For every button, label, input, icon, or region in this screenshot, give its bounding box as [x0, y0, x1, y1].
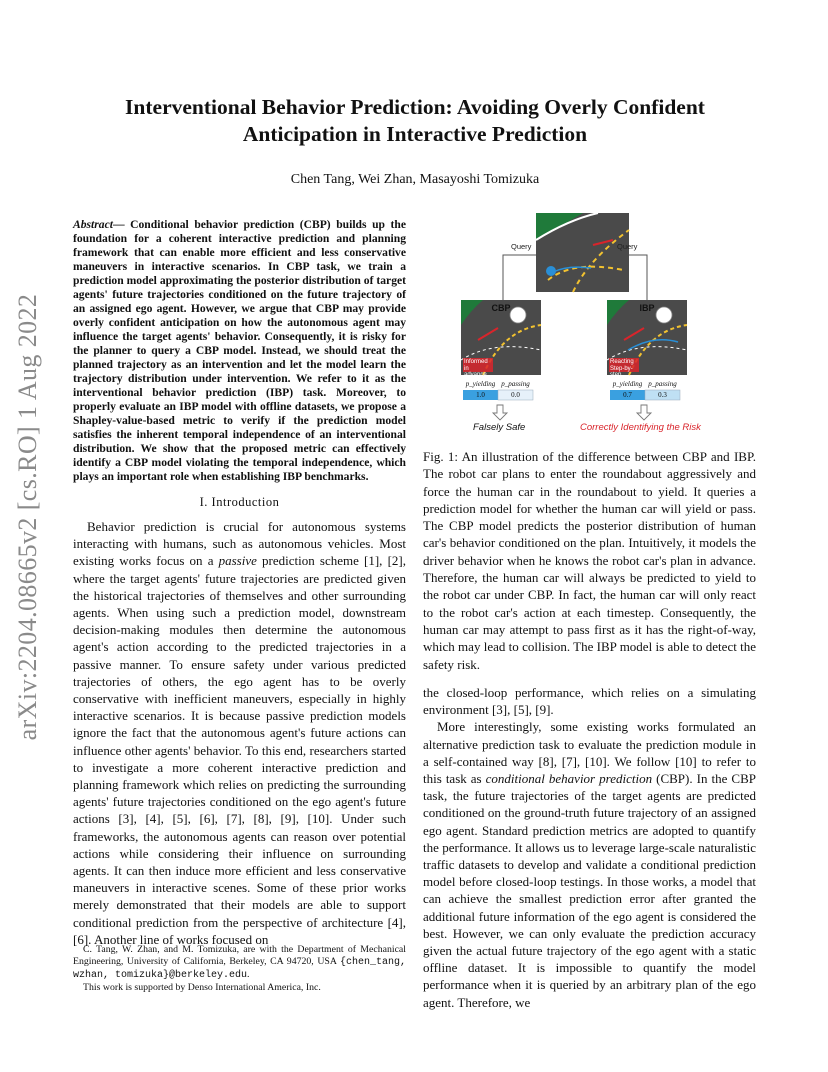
right-p2-part-a: More interestingly, some existing works formulated an alternative prediction task to evaluate the prediction module in a self-contained way [8], [7], [10]. We follow [10] to refer to this task as: [423, 719, 756, 787]
footnote-support: This work is supported by Denso International America, Inc.: [83, 982, 321, 993]
abstract: [73, 218, 406, 484]
right-column-body: [423, 684, 756, 1011]
cbp-pass-value: 0.0: [511, 391, 520, 399]
intro-p1-emphasis: passive: [218, 553, 257, 569]
left-column: [73, 218, 406, 948]
figure-1-caption: Fig. 1: An illustration of the difference between CBP and IBP. The robot car plans to enter the roundabout aggressively and force the human car in the roundabout to yield. It queries a prediction model for whether the human car will yield or pass. The CBP model predicts the posterior distribution of human car's behavior conditioned on the plan. Intuitively, it models the driver behavior when he knows the robot car's plan in advance. Therefore, the human car will always be predicted to yield to the robot car under CBP. In fact, the human car will only react to the robot car's action at each timestep. Consequently, the human car may attempt to pass first as it has the right-of-way, which may lead to collision. The IBP model is able to detect the safety risk.: [423, 449, 756, 672]
figure-1: [423, 210, 756, 440]
right-p2-emphasis: conditional behavior prediction: [485, 771, 653, 787]
section-heading-introduction: I. Introduction: [199, 495, 280, 509]
abstract-text: Conditional behavior prediction (CBP) builds up the foundation for a coherent interactive prediction and planning framework that can enable more efficient and less conservative maneuvers in interactive scenarios. In CBP task, we train a prediction model approximating the posterior distribution of target agents' future trajectories conditioned on the future trajectory of an assigned ego agent. However, we argue that CBP may provide overly confident anticipation on how the autonomous agent may influence the target agents' behavior. Consequently, it is risky for the planner to query a CBP model. Instead, we should treat the planned trajectory as an intervention and let the model learn the trajectory distribution under intervention. We refer to it as the interventional behavior prediction (IBP) task. Moreover, to properly evaluate an IBP model with offline datasets, we propose a Shapley-value-based metric to verify if the prediction model satisfies the inherent temporal independence of an interventional distribution. We show that the proposed metric can effectively identify a CBP model violating the temporal independence, which plays an important role when establishing IBP benchmarks.: [73, 218, 406, 483]
footnote-affil-end: .: [247, 969, 250, 980]
ibp-overlay-text: Reacting Step-by-step: [610, 359, 634, 378]
cbp-label: CBP: [491, 303, 511, 313]
arxiv-sidebar: [8, 282, 48, 752]
abstract-lead: Abstract: [73, 218, 113, 231]
cbp-yield-value: 1.0: [476, 391, 485, 399]
cbp-overlay-text: Informed in advance: [464, 359, 488, 378]
right-paragraph-2: [423, 718, 756, 1010]
cbp-p-yielding-header: p_yielding: [465, 380, 496, 388]
figure-caption-block: [423, 448, 756, 673]
paper-authors: Chen Tang, Wei Zhan, Masayoshi Tomizuka: [290, 172, 540, 187]
footnote-block: [73, 944, 406, 994]
intro-p1-part-b: prediction scheme [1], [2], where the target agents' future trajectories are predicted given the historical trajectories of themselves and other surrounding agents. When using such a prediction model, downstream decision-making modules then determine the autonomous agent's action according to the predicted trajectories in a passive manner. To ensure safety under various predicted trajectories of others, the ego agent has to be overly conservative with inefficient maneuvers, especially in highly interactive scenarios. It is because passive prediction models ignore the fact that the autonomous agent's future actions can influence other agents' behavior. To this end, researchers started to investigate a more coherent interactive prediction and planning framework which relies on predicting the surrounding agents' future trajectories conditioned on the ego agent's future actions [3], [4], [5], [6], [7], [8], [9], [10]. Under such frameworks, the autonomous agents can reason over potential actions while considering their influence on surrounding agents. It can then induce more efficient and less conservative maneuvers in interactive scenes. Some of these prior works merely demonstrated that their models are able to support conditional prediction from the perspective of architecture [4], [6]. Another line of works focused on: [73, 553, 406, 947]
query-label-left: Query: [511, 242, 532, 251]
right-paragraph-1: the closed-loop performance, which relies on a simulating environment [3], [5], [9].: [423, 685, 756, 718]
arxiv-identifier: arXiv:2204.08665v2 [cs.RO] 1 Aug 2022: [13, 293, 42, 741]
footnote-affil-text: C. Tang, W. Zhan, and M. Tomizuka, are with the Department of Mechanical Engineering, University of California, Berkeley, CA 94720, USA: [73, 944, 406, 967]
ibp-p-passing-header: p_passing: [648, 380, 677, 388]
query-label-right: Query: [617, 242, 638, 251]
ibp-yield-value: 0.7: [623, 391, 632, 399]
abstract-dash: —: [112, 218, 131, 231]
top-roundabout-scene: [536, 213, 629, 292]
intro-p1-part-a: Behavior prediction is crucial for autonomous systems interacting with humans, such as autonomous vehicles. Most existing works focus on a: [73, 519, 406, 569]
intro-paragraph-1: [73, 518, 406, 948]
figure-illustration: [423, 210, 756, 440]
ibp-pass-value: 0.3: [658, 391, 667, 399]
footnote-affiliation: [73, 944, 406, 982]
footnote-emails: {chen_tang, wzhan, tomizuka}@berkeley.edu: [73, 957, 406, 981]
cbp-p-passing-header: p_passing: [501, 380, 530, 388]
outcome-arrows: [493, 405, 651, 420]
ibp-p-yielding-header: p_yielding: [612, 380, 643, 388]
outcome-identifying-risk: Correctly Identifying the Risk: [580, 422, 701, 433]
outcome-falsely-safe: Falsely Safe: [473, 422, 526, 433]
right-p2-part-b: (CBP). In the CBP task, the future trajectories of the target agents are predicted conditioned on the ground-truth future trajectory of an assigned ego agent. Standard prediction metrics are adopted to quantify the performance. It allows us to leverage large-scale naturalistic traffic datasets to develop and validate a conditional prediction model before closed-loop testings. In those works, a model that can achieve the smallest prediction error after granted the additional future information of the ego agent is considered the best. However, we can only evaluate the prediction accuracy given the actual future trajectory of the ego agent with a static offline dataset. It is impossible to quantify the model performance when it is queried by an arbitrary plan of the ego agent. Therefore, we: [423, 771, 756, 1010]
paper-title: Interventional Behavior Prediction: Avoiding Overly Confident Anticipation in Interactive Prediction: [125, 95, 705, 146]
ibp-label: IBP: [639, 303, 655, 313]
